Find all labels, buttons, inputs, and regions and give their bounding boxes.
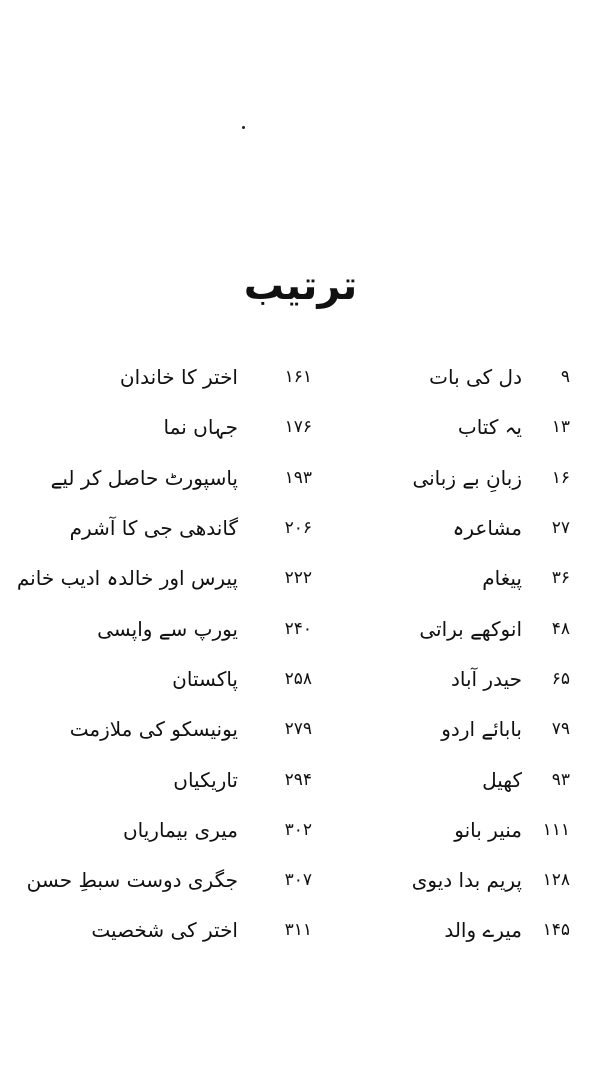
toc-entry [40,352,312,402]
toc-entry [320,855,570,905]
toc-entry-title: پاکستان [172,666,238,691]
toc-entry-title: انوکھے براتی [419,616,522,641]
toc-page-number: ۱۱۱ [542,819,570,840]
toc-entry-title: یورپ سے واپسی [97,616,238,641]
toc-entry-title: پیغام [482,566,522,591]
toc-entry [320,503,570,553]
toc-entry [320,352,570,402]
toc-page-number: ۶۵ [551,668,570,689]
toc-entry-title: بابائے اردو [441,717,522,742]
toc-entry [320,704,570,754]
toc-entry-title: میری بیماریاں [122,817,238,842]
toc-page-number: ۱۶ [551,467,570,488]
toc-page-number: ۳۰۲ [284,819,312,840]
toc-left-column [16,352,312,956]
toc-page-number: ۷۹ [551,719,570,740]
toc-entry-title: پیرس اور خالدہ ادیب خانم [16,566,238,591]
toc-entry-title: پریم بدا دیوی [411,868,522,893]
toc-page-number: ۴۸ [551,618,570,639]
toc-page-number: ۱۲۸ [542,870,570,891]
toc-page-number: ۳۱۱ [284,920,312,941]
toc-page-number: ۲۵۸ [284,668,312,689]
toc-page-number: ۳۰۷ [284,870,312,891]
toc-entry-title: مشاعرہ [452,516,522,541]
toc-page-number: ۲۷۹ [284,719,312,740]
toc-entry-title: پاسپورٹ حاصل کر لیے [50,465,238,490]
toc-entry-title: اختر کی شخصیت [91,918,238,943]
toc-page-number: ۳۶ [551,568,570,589]
toc-entry-title: حیدر آباد [450,666,522,691]
toc-page-number: ۱۷۶ [284,417,312,438]
toc-entry [40,453,312,503]
toc-entry [320,553,570,603]
toc-page-number: ۱۳ [551,417,570,438]
toc-entry [40,805,312,855]
toc-entry-title: تاریکیاں [173,767,238,792]
toc-entry-title: دل کی بات [429,365,522,390]
toc-entry [40,503,312,553]
toc-page-number: ۱۶۱ [284,367,312,388]
toc-entry-title: جگری دوست سبطِ حسن [26,868,238,893]
toc-entry [40,754,312,804]
toc-entry-title: اختر کا خاندان [119,365,238,390]
toc-entry-title: میرے والد [444,918,522,943]
toc-page-number: ۱۴۵ [542,920,570,941]
toc-entry [40,402,312,452]
toc-page-number: ۹۳ [551,769,570,790]
toc-entry-title: کھیل [482,767,522,792]
toc-entry-title: جہاں نما [163,415,238,440]
toc-page-number: ۲۴۰ [284,618,312,639]
toc-entry-title: زبانِ بے زبانی [412,465,522,490]
toc-entry-title: منیر بانو [454,817,522,842]
toc-entry [320,402,570,452]
toc-entry [320,754,570,804]
toc-entry [16,553,312,603]
toc-entry [40,603,312,653]
toc-page-number: ۲۹۴ [284,769,312,790]
toc-page-number: ۲۲۲ [284,568,312,589]
toc-page-number: ۲۷ [551,518,570,539]
toc-page-number: ۱۹۳ [284,467,312,488]
toc-right-column [320,352,570,956]
print-speck [242,126,245,129]
toc-entry [320,805,570,855]
toc-entry [26,855,312,905]
toc-entry [320,453,570,503]
toc-entry [320,654,570,704]
toc-entry-title: یونیسکو کی ملازمت [69,717,238,742]
toc-entry [320,603,570,653]
toc-entry [320,905,570,955]
toc-page-number: ۲۰۶ [284,518,312,539]
toc-entry [40,704,312,754]
toc-entry-title: یہ کتاب [457,415,522,440]
toc-page-number: ۹ [560,367,570,388]
toc-entry-title: گاندھی جی کا آشرم [69,516,238,541]
page-title: ترتیب [243,263,358,309]
toc-entry [40,905,312,955]
toc-entry [40,654,312,704]
